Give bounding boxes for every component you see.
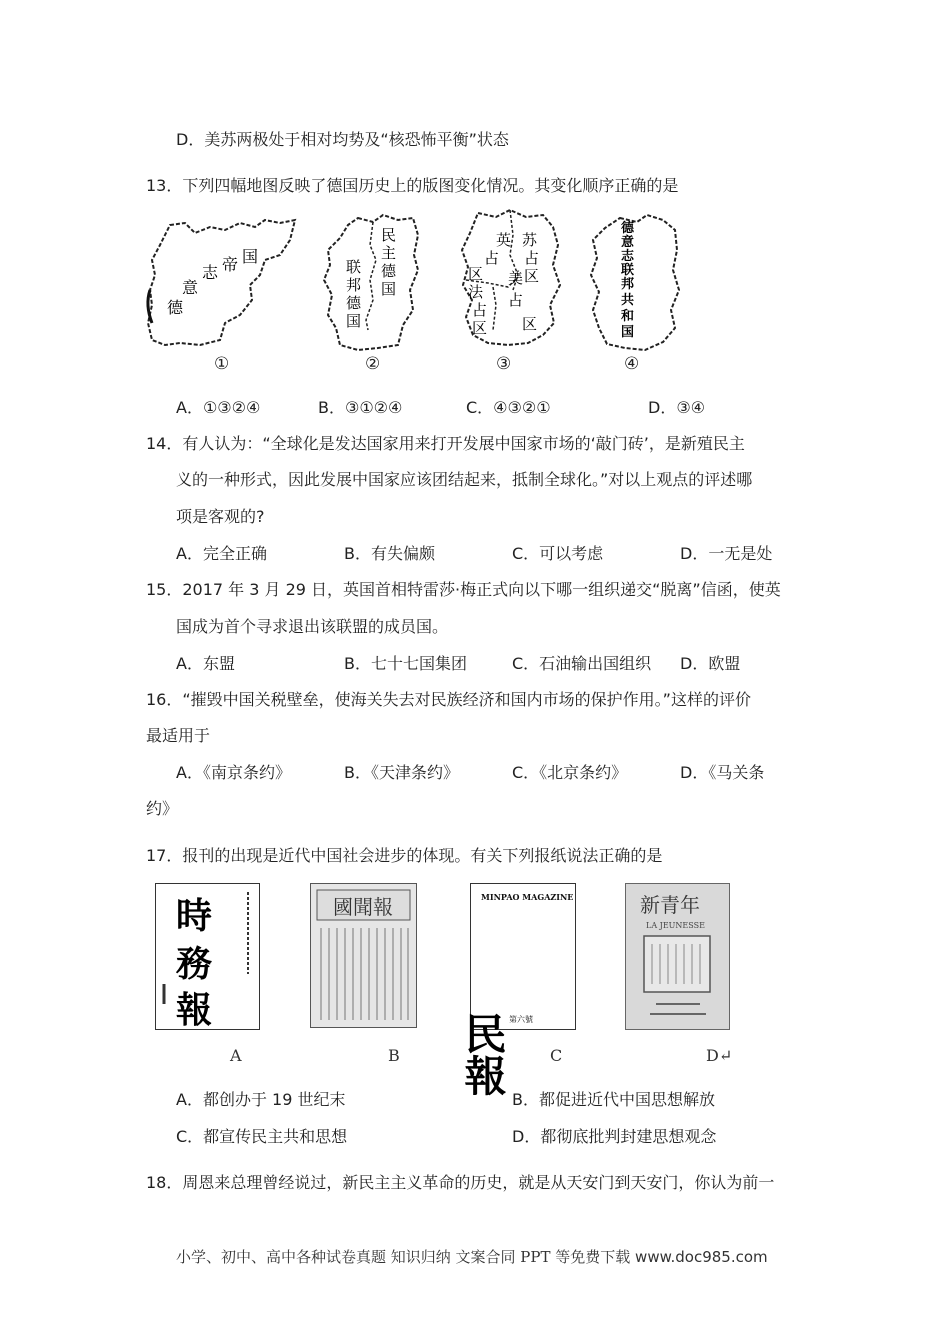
svg-text:法: 法 bbox=[468, 283, 484, 301]
q13-option-c: C．④③②① bbox=[466, 398, 551, 417]
svg-text:占: 占 bbox=[524, 249, 540, 267]
q13-stem: 13．下列四幅地图反映了德国历史上的版图变化情况。其变化顺序正确的是 bbox=[146, 176, 679, 195]
q13-option-b: B．③①②④ bbox=[318, 398, 403, 417]
minbao-header: MINPAO MAGAZINE bbox=[481, 892, 574, 902]
map2-west-label bbox=[346, 258, 362, 330]
q18-line1: 18．周恩来总理曾经说过，新民主主义革命的历史，就是从天安门到天安门，你认为前一 bbox=[146, 1173, 775, 1192]
map4-label bbox=[621, 220, 635, 340]
svg-text:占: 占 bbox=[508, 291, 524, 309]
svg-text:英: 英 bbox=[496, 231, 512, 249]
xinqingnian-subtitle: LA JEUNESSE bbox=[646, 921, 705, 930]
svg-text:邦: 邦 bbox=[621, 277, 635, 292]
map1-label-di: 帝 bbox=[222, 255, 239, 274]
q16-option-d: D．《马关条 bbox=[680, 763, 765, 782]
q17-stem: 17．报刊的出现是近代中国社会进步的体现。有关下列报纸说法正确的是 bbox=[146, 846, 663, 865]
svg-text:德: 德 bbox=[381, 262, 397, 280]
svg-text:美: 美 bbox=[508, 269, 524, 287]
svg-text:区: 区 bbox=[524, 267, 540, 285]
q12-option-d: D．美苏两极处于相对均势及“核恐怖平衡”状态 bbox=[176, 130, 509, 149]
svg-text:和: 和 bbox=[621, 309, 635, 324]
newspaper-caption-c: C bbox=[550, 1046, 563, 1065]
q15-option-a: A．东盟 bbox=[176, 654, 235, 673]
q15-option-b: B．七十七国集团 bbox=[344, 654, 467, 673]
minbao-issue: 第六號 bbox=[509, 1015, 533, 1024]
q13-option-d: D．③④ bbox=[648, 398, 706, 417]
map1-label-guo: 国 bbox=[242, 247, 259, 266]
q14-option-c: C．可以考虑 bbox=[512, 544, 604, 563]
q16-option-d-wrap: 约》 bbox=[146, 799, 179, 818]
guowenbao-title: 國聞報 bbox=[333, 895, 393, 919]
svg-text:苏: 苏 bbox=[522, 231, 538, 249]
map-unified-germany bbox=[585, 210, 685, 355]
q16-option-b: B．《天津条约》 bbox=[344, 763, 459, 782]
footer-url[interactable]: www.doc985.com bbox=[635, 1248, 768, 1266]
minbao-title: 民報 bbox=[458, 1012, 508, 1096]
svg-text:務: 務 bbox=[176, 943, 213, 985]
map3-british-zone bbox=[468, 231, 511, 283]
q15-line1: 15．2017 年 3 月 29 日，英国首相特雷莎·梅正式向以下哪一组织递交“脱离”信函，使英 bbox=[146, 580, 781, 599]
q16-line2: 最适用于 bbox=[146, 726, 211, 745]
newspaper-minbao bbox=[458, 883, 576, 1096]
map3-soviet-zone bbox=[522, 231, 539, 285]
svg-text:共: 共 bbox=[621, 293, 635, 308]
q14-line2: 义的一种形式，因此发展中国家应该团结起来，抵制全球化。”对以上观点的评述哪 bbox=[176, 470, 753, 489]
svg-text:德: 德 bbox=[621, 221, 635, 236]
svg-text:意: 意 bbox=[621, 235, 635, 250]
q14-line1: 14．有人认为：“全球化是发达国家用来打开发展中国家市场的‘敲门砖’，是新殖民主 bbox=[146, 434, 745, 453]
svg-text:占: 占 bbox=[472, 301, 488, 319]
q17-option-d: D．都彻底批判封建思想观念 bbox=[512, 1127, 717, 1146]
q14-option-a: A．完全正确 bbox=[176, 544, 267, 563]
map1-label-yi: 意 bbox=[182, 278, 199, 297]
svg-text:联: 联 bbox=[346, 258, 362, 276]
q17-option-a: A．都创办于 19 世纪末 bbox=[176, 1090, 346, 1109]
q14-option-b: B．有失偏颇 bbox=[344, 544, 435, 563]
q14-option-d: D．一无是处 bbox=[680, 544, 773, 563]
map3-number: ③ bbox=[496, 354, 512, 374]
svg-text:国: 国 bbox=[346, 312, 362, 330]
q15-option-d: D．欧盟 bbox=[680, 654, 741, 673]
svg-text:民: 民 bbox=[381, 226, 397, 244]
q17-option-c: C．都宣传民主共和思想 bbox=[176, 1127, 348, 1146]
svg-text:德: 德 bbox=[346, 294, 362, 312]
map-occupation-zones bbox=[458, 205, 568, 355]
map1-label-zhi: 志 bbox=[202, 263, 219, 282]
svg-text:国: 国 bbox=[381, 280, 397, 298]
q15-line2: 国成为首个寻求退出该联盟的成员国。 bbox=[176, 617, 449, 636]
svg-text:联: 联 bbox=[621, 263, 635, 278]
svg-text:報: 報 bbox=[176, 989, 213, 1031]
q13-map-figure bbox=[140, 205, 700, 380]
svg-text:国: 国 bbox=[621, 325, 635, 340]
map2-east-label bbox=[381, 226, 397, 298]
q17-newspaper-figure bbox=[150, 880, 750, 1096]
q13-option-a: A．①③②④ bbox=[176, 398, 261, 417]
svg-text:邦: 邦 bbox=[346, 276, 362, 294]
svg-text:占: 占 bbox=[484, 249, 500, 267]
newspaper-xinqingnian bbox=[625, 883, 730, 1030]
svg-text:区: 区 bbox=[472, 319, 488, 337]
newspaper-caption-a: A bbox=[230, 1046, 242, 1065]
svg-text:時: 時 bbox=[176, 895, 213, 937]
q15-option-c: C．石油输出国组织 bbox=[512, 654, 652, 673]
q16-line1: 16．“摧毁中国关税壁垒，使海关失去对民族经济和国内市场的保护作用。”这样的评价 bbox=[146, 690, 751, 709]
newspaper-shiwubao bbox=[155, 883, 260, 1030]
q17-option-b: B．都促进近代中国思想解放 bbox=[512, 1090, 715, 1109]
map1-number: ① bbox=[214, 354, 230, 374]
map-divided-germany bbox=[318, 210, 428, 355]
newspaper-guowenbao bbox=[310, 883, 417, 1028]
svg-text:区: 区 bbox=[468, 265, 484, 283]
map1-label-de: 德 bbox=[167, 298, 184, 317]
footer-text: 小学、初中、高中各种试卷真题 知识归纳 文案合同 PPT 等免费下载 bbox=[176, 1248, 631, 1266]
newspaper-caption-d: D↵ bbox=[706, 1046, 733, 1065]
newspaper-caption-b: B bbox=[388, 1046, 400, 1065]
q16-option-c: C．《北京条约》 bbox=[512, 763, 628, 782]
map-german-empire bbox=[140, 205, 300, 355]
svg-text:区: 区 bbox=[522, 315, 538, 333]
shiwubao-title bbox=[175, 895, 212, 1031]
map4-number: ④ bbox=[624, 354, 640, 374]
page-footer bbox=[176, 1246, 768, 1267]
xinqingnian-title: 新青年 bbox=[640, 893, 700, 917]
map2-number: ② bbox=[365, 354, 381, 374]
q16-option-a: A．《南京条约》 bbox=[176, 763, 291, 782]
q14-line3: 项是客观的? bbox=[176, 507, 265, 526]
svg-text:主: 主 bbox=[381, 244, 397, 262]
svg-text:志: 志 bbox=[621, 249, 635, 264]
